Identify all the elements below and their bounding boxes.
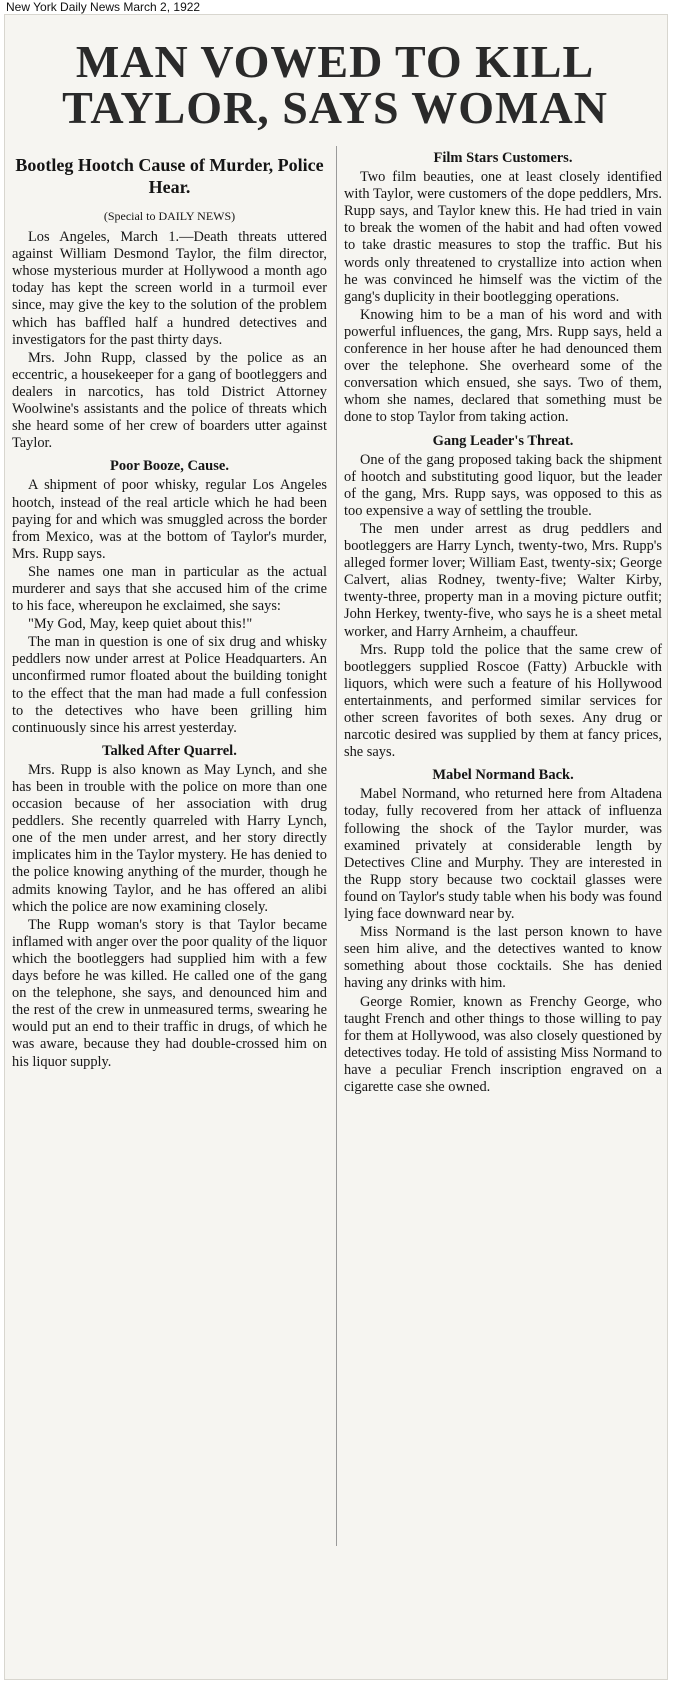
subheading: Poor Booze, Cause. — [110, 458, 229, 475]
left-column — [12, 144, 327, 1072]
byline: (Special to DAILY NEWS) — [103, 209, 236, 223]
headline-line-2: TAYLOR, SAYS WOMAN — [62, 82, 608, 133]
source-caption: New York Daily News March 2, 1922 — [6, 0, 201, 14]
paragraph: The men under arrest as drug peddlers and bootleggers are Harry Lynch, twenty-two, Mrs. Rupp's alleged former lover; William East, twenty-six; George Calvert, alias Rodney, twenty-five; Walter Kirby, twenty-three, property man in a moving picture outfit; John Herkey, twenty-five, who says he is a sheet metal worker, and Harry Arnheim, a chauffeur. — [344, 520, 662, 640]
paragraph: The Rupp woman's story is that Taylor became inflamed with anger over the poor quality of the liquor which the bootleggers had supplied him with a few days before he was killed. He called one of the gang on the telephone, she says, and denounced him and the rest of the crew in unmeasured terms, swearing he would put an end to their traffic in drugs, of which he was aware, because they had double-crossed him on his liquor supply. — [12, 916, 327, 1070]
subheading: Film Stars Customers. — [433, 150, 573, 166]
paragraph: A shipment of poor whisky, regular Los Angeles hootch, instead of the real article which he had been paying for and which was smuggled across the border from Mexico, was at the bottom of Taylor's murder, Mrs. Rupp says. — [12, 477, 327, 562]
paragraph: Mabel Normand, who returned here from Altadena today, fully recovered from her attack of influenza following the shock of the Taylor murder, was examined privately at considerable length by Detectives Cline and Murphy. They are interested in the Rupp story because two cocktail glasses were found on Taylor's study table when his body was found lying face downward near by. — [344, 786, 662, 923]
subheading: Talked After Quarrel. — [102, 742, 237, 759]
subheading: Gang Leader's Threat. — [432, 432, 574, 449]
headline-line-1: MAN VOWED TO KILL — [75, 36, 595, 87]
paragraph: Los Angeles, March 1.—Death threats uttered against William Desmond Taylor, the film director, whose mysterious murder at Hollywood a month ago today has kept the screen world in a turmoil ever since, may give the key to the solution of the problem which has baffled half a hundred detectives and investigators for the past thirty days. — [12, 229, 327, 348]
subheading: Mabel Normand Back. — [432, 767, 574, 784]
paragraph: Mrs. Rupp is also known as May Lynch, and she has been in trouble with the police on more than one occasion because of her association with drug peddlers. She recently quarreled with Harry Lynch, one of the men under arrest, and her story directly implicates him in the Taylor mystery. He has denied to the police knowing anything of the murder, though he admits knowing Taylor, and he has offered an alibi which the police are now examining closely. — [12, 761, 327, 915]
paragraph: Mrs. Rupp told the police that the same crew of bootleggers supplied Roscoe (Fatty) Arbuckle with liquors, which were such a feature of his Hollywood entertainments, and performed similar services for other screen favorites of both sexes. Any drug or narcotic desired was supplied by them at fancy prices, she says. — [344, 641, 662, 761]
right-column — [344, 144, 662, 1097]
paragraph: One of the gang proposed taking back the shipment of hootch and substituting good liquor, but the leader of the gang, Mrs. Rupp says, was opposed to this as too expensive a way of settling the trouble. — [344, 451, 662, 519]
column-rule — [336, 146, 337, 1546]
paragraph: Two film beauties, one at least closely identified with Taylor, were customers of the dope peddlers, Mrs. Rupp says, and Taylor knew this. He had tried in vain to break the women of the habit and had often vowed to take drastic measures to stop the traffic. But his words only threatened to crystallize into action when he was convinced he himself was the victim of the gang's duplicity in their bootlegging operations. — [344, 169, 662, 305]
paragraph: The man in question is one of six drug and whisky peddlers now under arrest at Police Headquarters. An unconfirmed rumor floated about the building tonight to the effect that the man had made a full confession to the detectives who have been grilling him continuously since his arrest yesterday. — [12, 634, 327, 736]
paragraph: Knowing him to be a man of his word and with powerful influences, the gang, Mrs. Rupp says, held a conference in her house after he had denounced them over the telephone. She overheard some of the conversation which ensued, she says. Two of them, whom she names, declared that something must be done to stop Taylor from taking action. — [344, 306, 662, 426]
paragraph: Mrs. John Rupp, classed by the police as an eccentric, a housekeeper for a gang of bootleggers and dealers in narcotics, has told District Attorney Woolwine's assistants and the police of threats which she heard some of her crew of boarders utter against Taylor. — [12, 349, 327, 452]
paragraph: George Romier, known as Frenchy George, who taught French and other things to those willing to pay for them at Hollywood, was also closely questioned by detectives today. He told of assisting Miss Normand to have a peculiar French inscription engraved on a cigarette case she owned. — [344, 993, 662, 1095]
paragraph: She names one man in particular as the actual murderer and says that she accused him of the crime to his face, whereupon he exclaimed, she says: — [12, 563, 327, 615]
deck-headline: Bootleg Hootch Cause of Murder, Police Hear. — [15, 155, 324, 197]
paragraph: Miss Normand is the last person known to have seen him alive, and the detectives wanted to know something about those cocktails. She has denied having any drinks with him. — [344, 924, 662, 992]
paragraph: "My God, May, keep quiet about this!" — [28, 616, 253, 633]
